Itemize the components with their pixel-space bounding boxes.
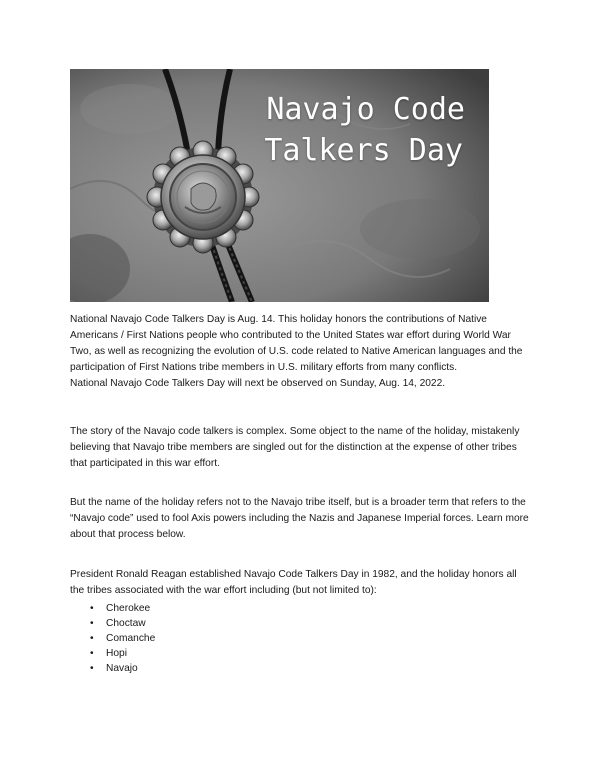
holiday-name-paragraph: But the name of the holiday refers not to the Navajo tribe itself, but is a broader term that refers to the “Navajo code” used to fool Axis powers including the Nazis and Japanese Imperial forces. Learn more about that process below. — [70, 497, 529, 540]
bullet-icon: • — [90, 603, 94, 614]
list-item — [70, 616, 155, 631]
establishment-paragraph: President Ronald Reagan established Navajo Code Talkers Day in 1982, and the holiday honors all the tribes associated with the war effort including (but not limited to): — [70, 569, 517, 596]
hero-title-line-1: Navajo Code — [266, 92, 465, 127]
bullet-icon: • — [90, 633, 94, 644]
intro-paragraph: National Navajo Code Talkers Day is Aug. 14. This holiday honors the contributions of Native Americans / First Nations people who contributed to the United States war effort during World War Two, as well as recognizing the evolution of U.S. code related to Native American languages and the participation of First Nations tribe members in U.S. military efforts from many conflicts. — [70, 314, 523, 373]
tribe-name: Cherokee — [106, 603, 151, 614]
hero-image — [70, 69, 489, 302]
tribe-name: Choctaw — [106, 618, 146, 629]
list-item — [70, 661, 155, 676]
tribes-list — [70, 601, 155, 676]
bullet-icon: • — [90, 648, 94, 659]
observance-date-paragraph: National Navajo Code Talkers Day will next be observed on Sunday, Aug. 14, 2022. — [70, 378, 446, 389]
tribe-name: Navajo — [106, 663, 138, 674]
hero-title-line-2: Talkers Day — [264, 133, 463, 168]
tribe-name: Hopi — [106, 648, 127, 659]
list-item — [70, 601, 155, 616]
list-item — [70, 631, 155, 646]
list-item — [70, 646, 155, 661]
story-paragraph: The story of the Navajo code talkers is complex. Some object to the name of the holiday, mistakenly believing that Navajo tribe members are singled out for the distinction at the expense of other tribes that participated in this war effort. — [70, 426, 520, 469]
tribe-name: Comanche — [106, 633, 156, 644]
bullet-icon: • — [90, 618, 94, 629]
bullet-icon: • — [90, 663, 94, 674]
